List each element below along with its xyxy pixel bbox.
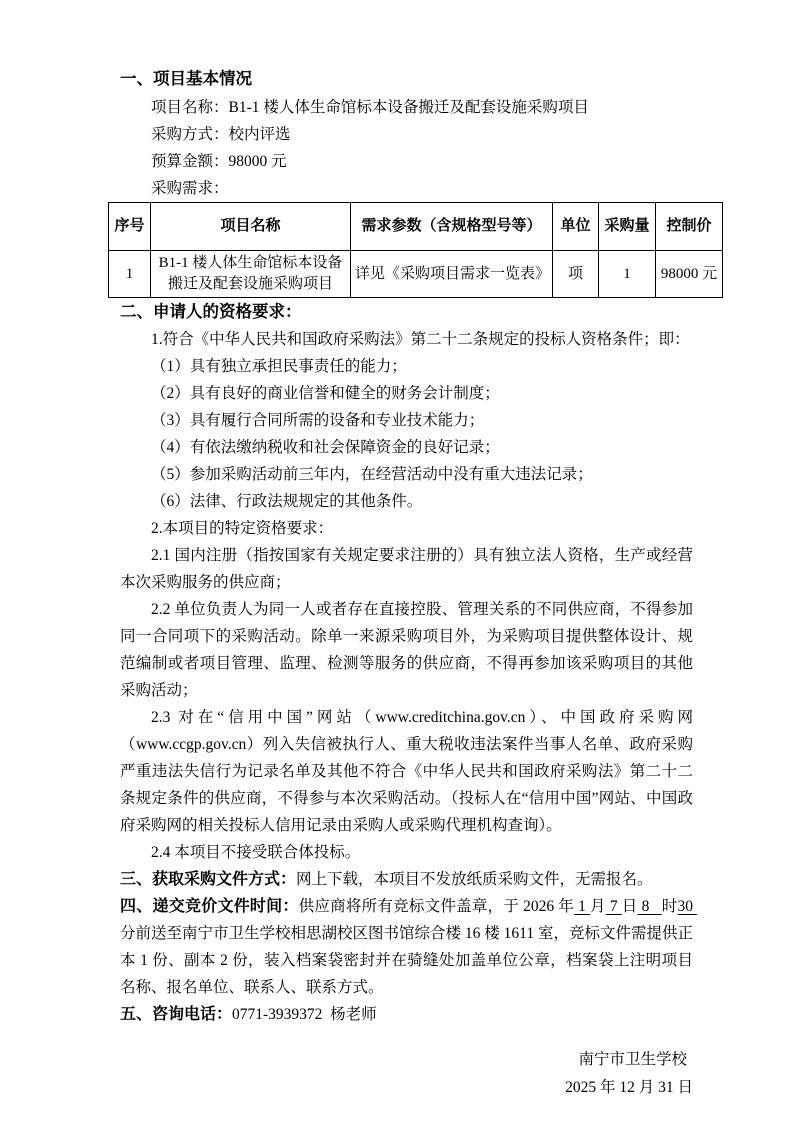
section4-segment: 日 (621, 898, 638, 915)
qualification-paragraph: （6）法律、行政法规规定的其他条件。 (151, 493, 423, 510)
table-cell: B1-1 楼人体生命馆标本设备搬迁及配套设施采购项目 (151, 251, 351, 298)
section4-line (120, 893, 697, 1001)
table-cell: 详见《采购项目需求一览表》 (351, 251, 553, 298)
section3-heading: 三、获取采购文件方式： (120, 871, 297, 888)
section4-segment: 分前送至南宁市卫生学校相思湖校区图书馆综合楼 16 楼 1611 室，竞标文件需提供正本 1 份、副本 2 份，装入档案袋密封并在骑缝处加盖单位公章，档案袋上注明项目名称、报名单位、联系人、联系方式。 (120, 925, 693, 996)
fill-in-underlined: 30 (677, 898, 697, 915)
fill-in-underlined: 7 (605, 898, 622, 915)
section2-heading: 二、申请人的资格要求： (120, 302, 302, 321)
fill-in-underlined: 1 (574, 898, 591, 915)
info-line: 项目名称：B1-1 楼人体生命馆标本设备搬迁及配套设施采购项目 (151, 99, 589, 116)
contact-phone: 0771-3939372 杨老师 (232, 1006, 377, 1023)
qualification-paragraph: 1.符合《中华人民共和国政府采购法》第二十二条规定的投标人资格条件；即： (151, 331, 690, 348)
section4-segment: 时 (661, 898, 678, 915)
qualification-requirements-block (120, 326, 693, 866)
table-cell: 项 (553, 251, 599, 298)
table-header-cell: 控制价 (656, 203, 723, 251)
qualification-paragraph: 2.4 本项目不接受联合体投标。 (151, 844, 361, 861)
qualification-paragraph: （3）具有履行合同所需的设备和专业技术能力； (151, 412, 485, 429)
fill-in-underlined: 8 (637, 898, 662, 915)
table-header-cell: 单位 (553, 203, 599, 251)
procurement-requirements-table (108, 202, 723, 298)
table-cell: 98000 元 (656, 251, 723, 298)
issuing-organization: 南宁市卫生学校 (578, 1051, 687, 1068)
qualification-paragraph: （4）有依法缴纳税收和社会保障资金的良好记录； (151, 439, 500, 456)
info-line: 预算金额：98000 元 (151, 153, 287, 170)
qualification-paragraph: 2.本项目的特定资格要求： (151, 520, 334, 537)
section4-heading: 四、递交竞价文件时间： (120, 898, 299, 915)
project-info-block (120, 94, 693, 202)
table-header-cell: 需求参数（含规格型号等） (351, 203, 553, 251)
section5-line (120, 1001, 693, 1028)
qualification-paragraph: 2.3 对在“信用中国”网站（www.creditchina.gov.cn）、中国政府采购网（www.ccgp.gov.cn）列入失信被执行人、重大税收违法案件当事人名单、政府采购严重违法失信行为记录名单及其他不符合《中华人民共和国政府采购法》第二十二条规定条件的供应商，不得参与本次采购活动。（投标人在“信用中国”网站、中国政府采购网的相关投标人信用记录由采购人或采购代理机构查询）。 (120, 709, 693, 834)
qualification-paragraph: （5）参加采购活动前三年内，在经营活动中没有重大违法记录； (151, 466, 593, 483)
table-header-cell: 项目名称 (151, 203, 351, 251)
table-body (109, 251, 723, 298)
table-header-cell: 序号 (109, 203, 151, 251)
info-line: 采购需求： (151, 180, 229, 197)
info-line: 采购方式：校内评选 (151, 126, 291, 143)
table-header-cell: 采购量 (599, 203, 656, 251)
section4-segment: 月 (590, 898, 606, 915)
table-header-row (109, 203, 723, 251)
qualification-paragraph: 2.2 单位负责人为同一人或者存在直接控股、管理关系的不同供应商，不得参加同一合同项下的采购活动。除单一来源采购项目外，为采购项目提供整体设计、规范编制或者项目管理、监理、检测等服务的供应商，不得再参加该采购项目的其他采购活动； (120, 601, 693, 699)
section3-text: 网上下载，本项目不发放纸质采购文件，无需报名。 (296, 871, 653, 888)
signature-block (120, 1046, 693, 1102)
issue-date: 2025 年 12 月 31 日 (565, 1079, 693, 1096)
qualification-paragraph: 2.1 国内注册（指按国家有关规定要求注册的）具有独立法人资格，生产或经营本次采购服务的供应商； (120, 547, 693, 591)
section4-segment: 供应商将所有竞标文件盖章，于 2026 年 (298, 898, 575, 915)
table-cell: 1 (109, 251, 151, 298)
section1-heading: 一、项目基本情况 (120, 69, 252, 88)
section3-line (120, 866, 693, 893)
section5-heading: 五、咨询电话： (120, 1006, 233, 1023)
qualification-paragraph: （2）具有良好的商业信誉和健全的财务会计制度； (151, 385, 500, 402)
qualification-paragraph: （1）具有独立承担民事责任的能力； (151, 358, 407, 375)
table-row (109, 251, 723, 298)
table-cell: 1 (599, 251, 656, 298)
